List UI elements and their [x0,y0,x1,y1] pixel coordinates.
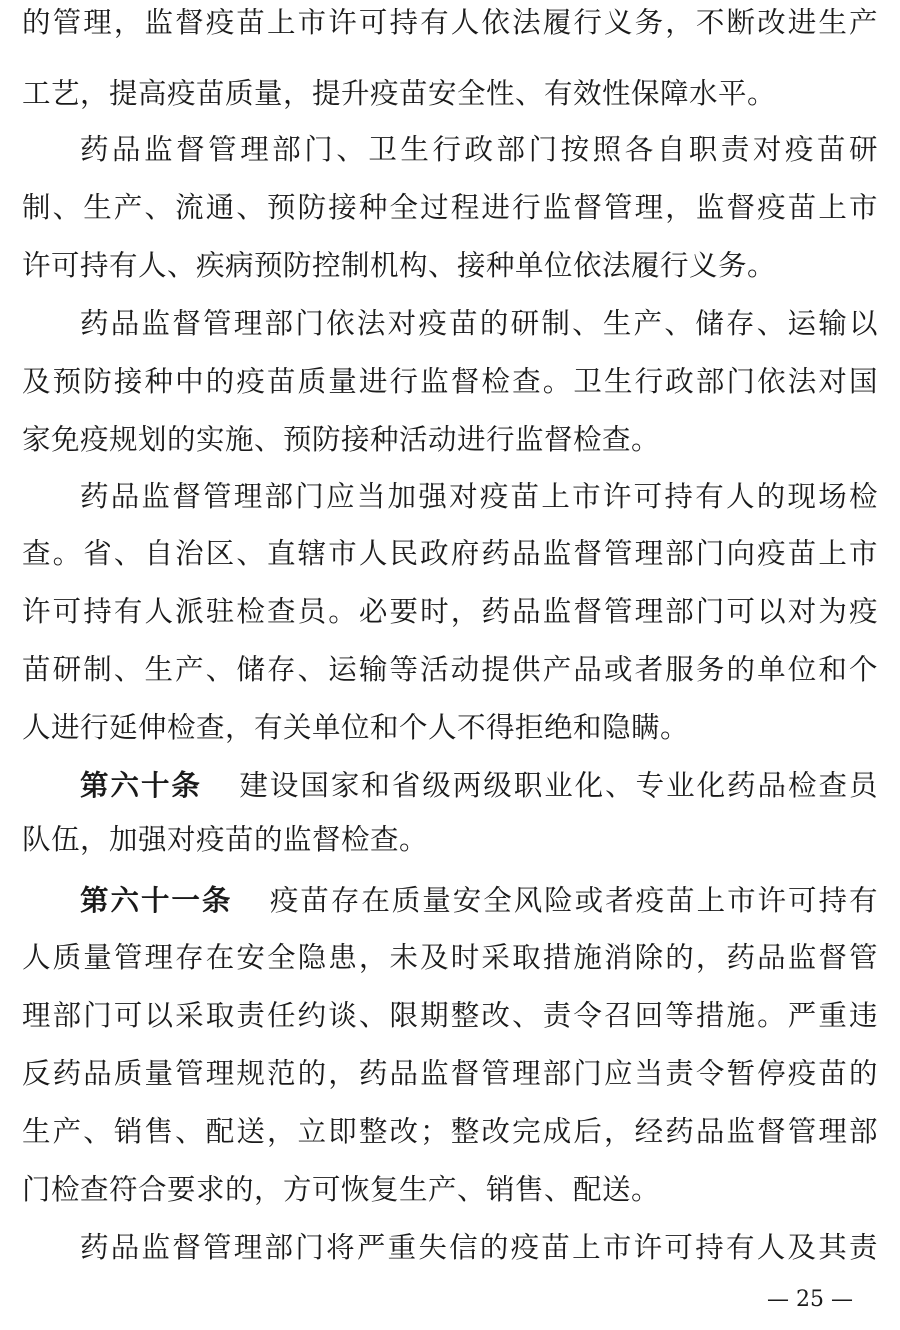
text-line: 理部门可以采取责任约谈、限期整改、责令召回等措施。严重违 [22,999,878,1032]
text-line: 家免疫规划的实施、预防接种活动进行监督检查。 [22,423,661,456]
article-61-line [80,881,878,921]
page-number: — 25 — [767,1287,853,1312]
text-line: 及预防接种中的疫苗质量进行监督检查。卫生行政部门依法对国 [22,365,878,398]
text-line: 药品监督管理部门将严重失信的疫苗上市许可持有人及其责 [80,1231,878,1264]
text-line: 人进行延伸检查，有关单位和个人不得拒绝和隐瞒。 [22,711,690,744]
text-line: 药品监督管理部门应当加强对疫苗上市许可持有人的现场检 [80,480,878,513]
text-line: 反药品质量管理规范的，药品监督管理部门应当责令暂停疫苗的 [22,1057,878,1090]
text-line: 苗研制、生产、储存、运输等活动提供产品或者服务的单位和个 [22,653,878,686]
text-line: 许可持有人派驻检查员。必要时，药品监督管理部门可以对为疫 [22,595,878,628]
text-line: 药品监督管理部门依法对疫苗的研制、生产、储存、运输以 [80,307,878,340]
article-60-line [80,766,878,806]
article-61-heading: 第六十一条 [80,884,233,917]
text-line: 许可持有人、疾病预防控制机构、接种单位依法履行义务。 [22,249,777,282]
text-line: 人质量管理存在安全隐患，未及时采取措施消除的，药品监督管 [22,941,878,974]
text-line: 门检查符合要求的，方可恢复生产、销售、配送。 [22,1173,661,1206]
text-line: 工艺，提高疫苗质量，提升疫苗安全性、有效性保障水平。 [22,77,777,110]
article-60-heading: 第六十条 [80,769,202,802]
text-line: 队伍，加强对疫苗的监督检查。 [22,823,429,856]
text-line: 制、生产、流通、预防接种全过程进行监督管理，监督疫苗上市 [22,191,878,224]
article-60-text: 建设国家和省级两级职业化、专业化药品检查员 [237,769,878,802]
article-61-text: 疫苗存在质量安全风险或者疫苗上市许可持有 [268,884,878,917]
text-line: 查。省、自治区、直辖市人民政府药品监督管理部门向疫苗上市 [22,537,878,570]
text-line: 的管理，监督疫苗上市许可持有人依法履行义务，不断改进生产 [22,6,878,39]
text-line: 生产、销售、配送，立即整改；整改完成后，经药品监督管理部 [22,1115,878,1148]
text-line: 药品监督管理部门、卫生行政部门按照各自职责对疫苗研 [80,133,878,166]
